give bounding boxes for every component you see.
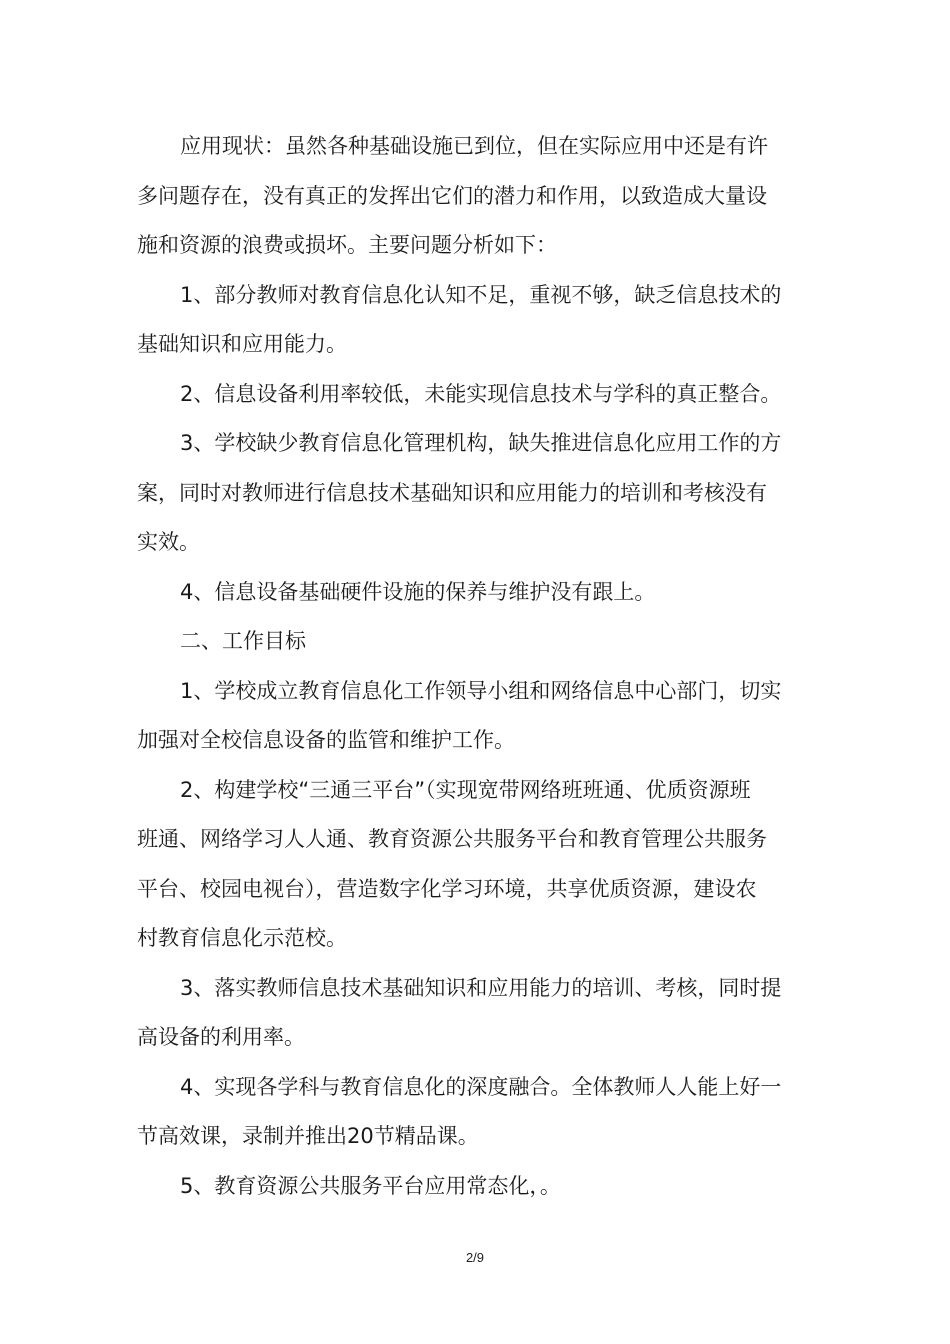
text-line: 应用现状：虽然各种基础设施已到位，但在实际应用中还是有许 xyxy=(180,134,768,158)
paragraph-issue-2 xyxy=(137,370,820,420)
paragraph-goal-3 xyxy=(137,964,820,1063)
paragraph-goal-4 xyxy=(137,1063,820,1162)
text-line: 节高效课，录制并推出20节精品课。 xyxy=(137,1124,479,1148)
text-line: 多问题存在，没有真正的发挥出它们的潜力和作用，以致造成大量设 xyxy=(137,183,767,208)
text-line: 2、信息设备利用率较低，未能实现信息技术与学科的真正整合。 xyxy=(180,381,782,406)
paragraph-goal-5 xyxy=(137,1162,820,1212)
text-line: 施和资源的浪费或损坏。主要问题分析如下： xyxy=(137,233,557,257)
paragraph-goal-2 xyxy=(137,766,820,964)
text-line: 2、构建学校“三通三平台”（实现宽带网络班班通、优质资源班 xyxy=(180,777,751,802)
text-line: 案，同时对教师进行信息技术基础知识和应用能力的培训和考核没有 xyxy=(137,480,767,505)
paragraph-issue-3 xyxy=(137,419,820,568)
paragraph-issue-1 xyxy=(137,271,820,370)
text-line: 4、实现各学科与教育信息化的深度融合。全体教师人人能上好一 xyxy=(180,1074,782,1099)
paragraph-status xyxy=(137,122,820,271)
heading-text: 二、工作目标 xyxy=(180,629,306,653)
text-line: 实效。 xyxy=(137,530,200,554)
paragraph-issue-4 xyxy=(137,568,820,618)
text-line: 基础知识和应用能力。 xyxy=(137,332,347,356)
text-line: 班通、网络学习人人通、教育资源公共服务平台和教育管理公共服务 xyxy=(137,827,767,851)
text-line: 村教育信息化示范校。 xyxy=(137,926,347,950)
text-line: 5、教育资源公共服务平台应用常态化，。 xyxy=(180,1173,561,1198)
text-line: 1、部分教师对教育信息化认知不足，重视不够，缺乏信息技术的 xyxy=(180,282,782,307)
text-line: 加强对全校信息设备的监管和维护工作。 xyxy=(137,728,515,752)
text-line: 4、信息设备基础硬件设施的保养与维护没有跟上。 xyxy=(180,579,656,604)
document-body xyxy=(137,122,820,1211)
paragraph-goal-1 xyxy=(137,667,820,766)
section-heading xyxy=(137,617,820,667)
text-line: 高设备的利用率。 xyxy=(137,1025,305,1049)
text-line: 平台、校园电视台），营造数字化学习环境，共享优质资源，建设农 xyxy=(137,876,757,901)
text-line: 3、落实教师信息技术基础知识和应用能力的培训、考核，同时提 xyxy=(180,975,782,1000)
text-line: 1、学校成立教育信息化工作领导小组和网络信息中心部门，切实 xyxy=(180,678,782,703)
page-number: 2/9 xyxy=(465,1250,485,1265)
text-line: 3、学校缺少教育信息化管理机构，缺失推进信息化应用工作的方 xyxy=(180,431,782,455)
